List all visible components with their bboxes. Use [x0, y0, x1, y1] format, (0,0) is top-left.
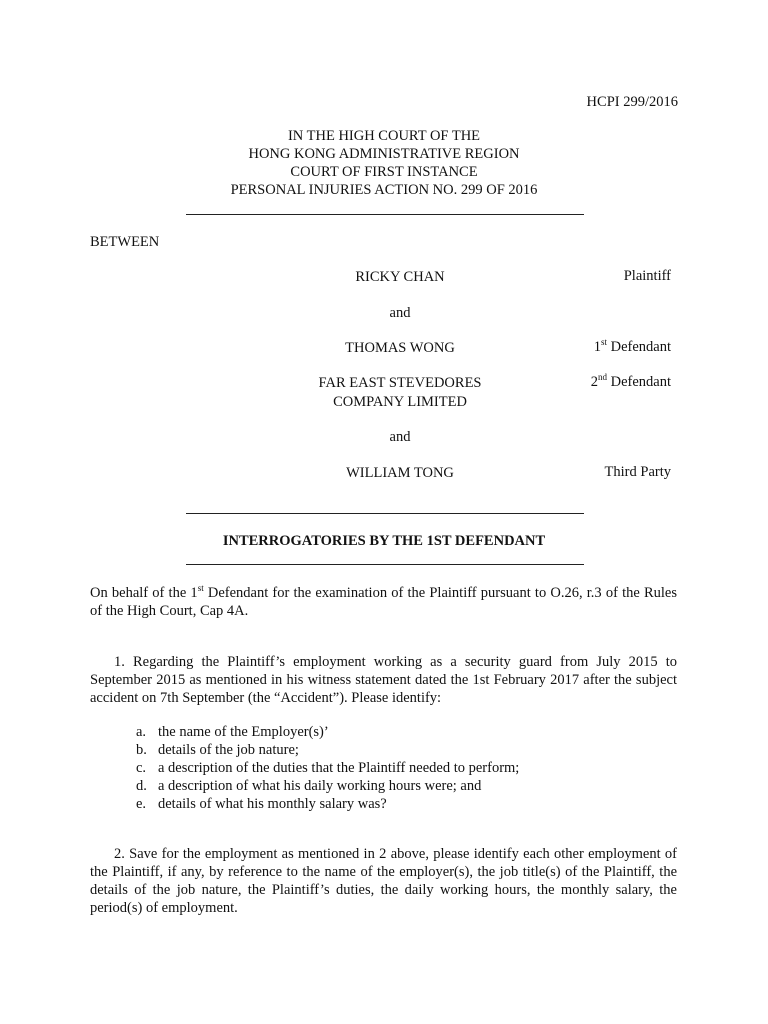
defendant1-role-label: Defendant [610, 339, 671, 355]
paragraph-2: 2. Save for the employment as mentioned in 2 above, please identify each other employment of the Plaintiff, if any, by reference to the name of the employer(s), the job title(s) of the Plaintiff, the details of the job nature, the Plaintiff’s duties, the daily working hours, the monthly salary, the period(s) of employment. [90, 846, 677, 916]
intro-ordinal-suffix: st [197, 583, 204, 594]
list-marker: c. [136, 760, 147, 776]
court-line-1: IN THE HIGH COURT OF THE [287, 128, 481, 144]
between-label: BETWEEN [90, 234, 160, 250]
list-item [136, 795, 676, 813]
defendant2-ordinal: 2 [590, 374, 598, 390]
enquiry-list [136, 723, 676, 813]
intro-text-end: Defendant for the examination of the Plaintiff pursuant to O.26, r.3 of the Rules of the High Court, Cap 4A. [90, 585, 677, 619]
defendant1-ordinal: 1 [593, 339, 601, 355]
list-item-text: a description of what his daily working hours were; and [158, 778, 482, 794]
court-line-4: PERSONAL INJURIES ACTION NO. 299 OF 2016 [230, 182, 538, 198]
list-marker: d. [136, 778, 147, 794]
defendant2-name: FAR EAST STEVEDORES COMPANY LIMITED [318, 375, 482, 410]
plaintiff-role: Plaintiff [623, 268, 671, 284]
defendant2-ordinal-suffix: nd [597, 372, 607, 383]
defendant1-role [594, 339, 671, 356]
paragraph-1: 1. Regarding the Plaintiff’s employment working as a security guard from July 2015 to September 2015 as mentioned in his witness statement dated the 1st February 2017 after the subject accident on 7th September (the “Accident”). Please identify: [90, 654, 677, 706]
defendant2-role-label: Defendant [610, 374, 671, 390]
third-party-role: Third Party [604, 464, 671, 480]
court-heading [184, 127, 584, 199]
court-line-3: COURT OF FIRST INSTANCE [290, 164, 478, 180]
defendant1-name: THOMAS WONG [345, 340, 455, 356]
title-divider-bottom [186, 564, 584, 565]
list-item [136, 759, 676, 777]
list-item [136, 777, 676, 795]
third-party-name: WILLIAM TONG [346, 465, 454, 481]
case-number: HCPI 299/2016 [586, 94, 678, 110]
title-divider-top [186, 513, 584, 514]
list-marker: a. [136, 724, 147, 740]
and-separator-2: and [389, 429, 411, 445]
and-separator-1: and [389, 305, 411, 321]
document-title: INTERROGATORIES BY THE 1ST DEFENDANT [222, 533, 546, 549]
list-item-text: a description of the duties that the Plaintiff needed to perform; [158, 760, 520, 776]
defendant1-ordinal-suffix: st [600, 337, 607, 348]
court-line-2: HONG KONG ADMINISTRATIVE REGION [248, 146, 520, 162]
list-item-text: details of what his monthly salary was? [158, 796, 387, 812]
list-item [136, 723, 676, 741]
list-marker: e. [136, 796, 147, 812]
plaintiff-name: RICKY CHAN [355, 269, 445, 285]
intro-text-start: On behalf of the 1 [90, 585, 198, 601]
heading-divider [186, 214, 584, 215]
defendant2-role [591, 374, 671, 391]
list-item [136, 741, 676, 759]
list-item-text: details of the job nature; [158, 742, 299, 758]
list-item-text: the name of the Employer(s)’ [158, 724, 329, 740]
intro-paragraph [90, 584, 677, 620]
list-marker: b. [136, 742, 147, 758]
